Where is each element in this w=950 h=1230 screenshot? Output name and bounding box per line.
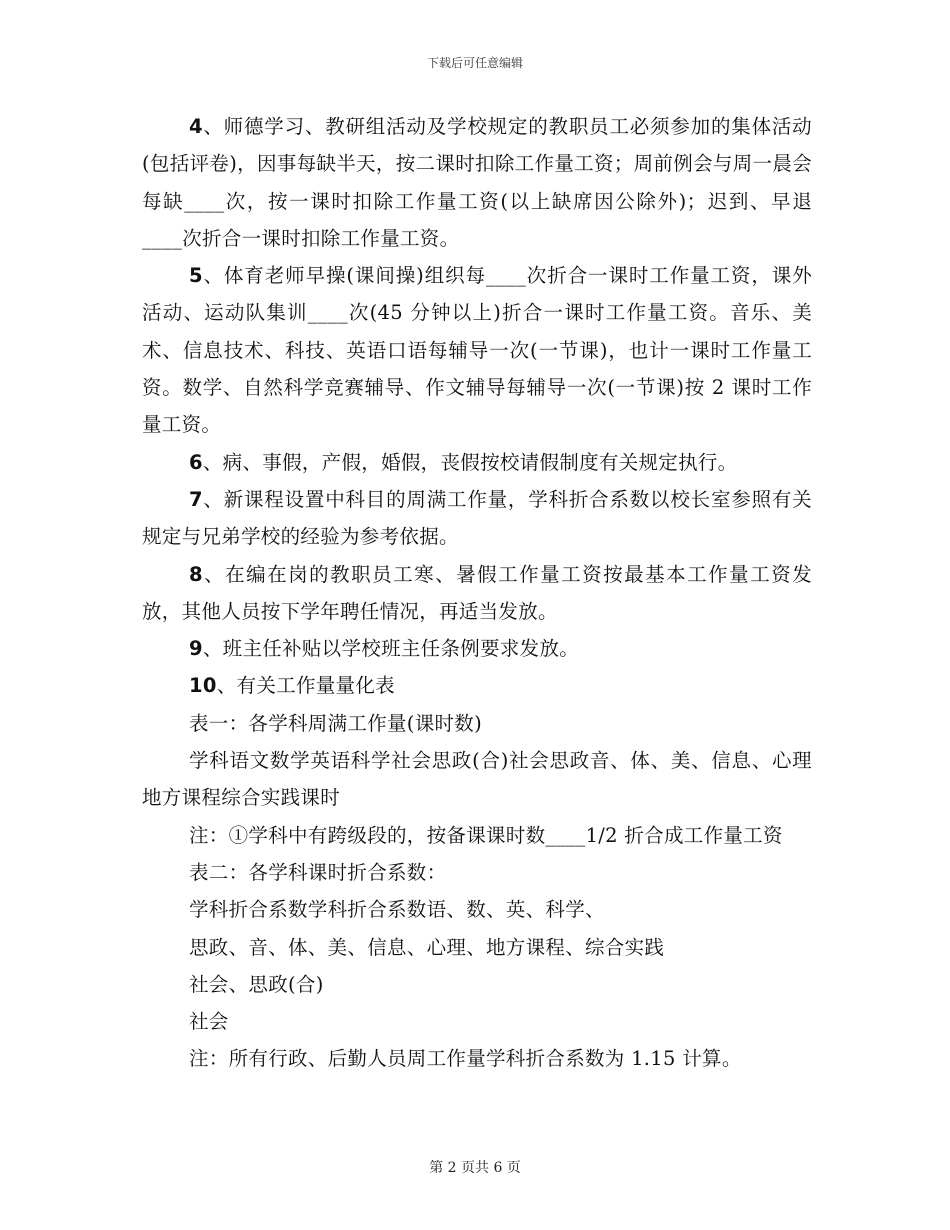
page-footer: 第 2 页共 6 页 (429, 1160, 521, 1176)
document-body (142, 108, 812, 1078)
item-text: 、有关工作量量化表 (216, 674, 395, 698)
item-number: 10 (189, 674, 217, 698)
item-4 (142, 108, 812, 257)
table-two-line: 社会 (189, 1010, 229, 1034)
item-text: 、新课程设置中科目的周满工作量，学科折合系数以校长室参照有关规定与兄弟学校的经验为参考依据。 (142, 487, 812, 549)
item-number: 5 (189, 264, 203, 288)
item-text: 、体育老师早操(课间操)组织每____次折合一课时工作量工资，课外活动、运动队集训____次(45 分钟以上)折合一课时工作量工资。音乐、美术、信息技术、科技、英语口语每辅导一次(一节课)，也计一课时工作量工资。数学、自然科学竞赛辅导、作文辅导每辅导一次(一节课)按 2 课时工作量工资。 (142, 264, 812, 437)
page-header: 下载后可任意编辑 (426, 56, 523, 70)
item-number: 7 (189, 487, 203, 511)
item-6 (142, 444, 812, 481)
item-7 (142, 481, 812, 556)
item-10 (142, 667, 812, 704)
item-5 (142, 257, 812, 443)
table-one-content: 学科语文数学英语科学社会思政(合)社会思政音、体、美、信息、心理地方课程综合实践课时 (142, 749, 812, 810)
item-number: 9 (189, 637, 203, 661)
item-text: 、班主任补贴以学校班主任条例要求发放。 (202, 637, 580, 661)
item-9 (142, 630, 812, 667)
item-number: 8 (189, 562, 203, 586)
final-note: 注：所有行政、后勤人员周工作量学科折合系数为 1.15 计算。 (189, 1047, 742, 1071)
item-number: 6 (189, 450, 203, 474)
table-two-line: 思政、音、体、美、信息、心理、地方课程、综合实践 (189, 935, 665, 959)
item-text: 、在编在岗的教职员工寒、暑假工作量工资按最基本工作量工资发放，其他人员按下学年聘任情况，再适当发放。 (142, 562, 812, 623)
item-text: 、病、事假，产假，婚假，丧假按校请假制度有关规定执行。 (202, 450, 738, 474)
table-two-line: 社会、思政(合) (189, 972, 324, 996)
table-one-title: 表一：各学科周满工作量(课时数) (189, 711, 483, 735)
item-text: 、师德学习、教研组活动及学校规定的教职员工必须参加的集体活动(包括评卷)，因事每缺半天，按二课时扣除工作量工资；周前例会与周一晨会每缺____次，按一课时扣除工作量工资(以上缺席因公除外)；迟到、早退____次折合一课时扣除工作量工资。 (142, 115, 812, 250)
table-two-title: 表二：各学科课时折合系数： (189, 860, 447, 884)
item-number: 4 (189, 115, 203, 138)
table-one-note: 注：①学科中有跨级段的，按备课课时数____1/2 折合成工作量工资 (189, 823, 783, 847)
table-two-line: 学科折合系数学科折合系数语、数、英、科学、 (189, 898, 605, 922)
item-8 (142, 556, 812, 631)
